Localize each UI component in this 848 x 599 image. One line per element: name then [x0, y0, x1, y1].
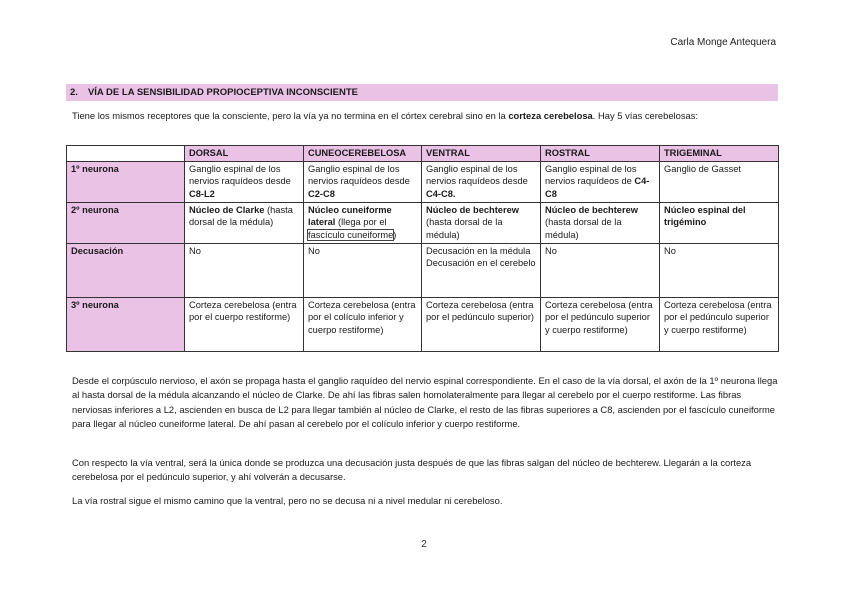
- cell-segunda-trigeminal: [660, 202, 779, 243]
- row-header-tercera-neurona: 3º neurona: [67, 297, 185, 351]
- cell-tercera-dorsal: Corteza cerebelosa (entra por el cuerpo restiforme): [185, 297, 304, 351]
- boxed-text: fascículo cuneiforme: [308, 229, 394, 240]
- cell-segunda-cuneo: [304, 202, 422, 243]
- cell-primera-ventral: [422, 161, 541, 202]
- cell-text: (llega por el: [335, 217, 387, 228]
- section-number: 2.: [70, 87, 78, 98]
- cell-bold: C8-L2: [189, 188, 215, 199]
- cell-primera-rostral: [541, 161, 660, 202]
- cell-decusacion-ventral: [422, 243, 541, 297]
- table-header-row: [67, 146, 779, 162]
- cell-tercera-ventral: Corteza cerebelosa (entra por el pedúnculo superior): [422, 297, 541, 351]
- intro-bold: corteza cerebelosa: [508, 110, 593, 121]
- table-corner-cell: [67, 146, 185, 162]
- intro-text-b: . Hay 5 vías cerebelosas:: [592, 110, 699, 121]
- table-row: [67, 202, 779, 243]
- cell-bold: Núcleo cuneiforme lateral: [308, 204, 392, 228]
- body-paragraph-2: Con respecto la vía ventral, será la única donde se produzca una decusación justa después de que las fibras salgan del núcleo de bechterew. Llegarán a la corteza cerebelosa por el pedúnculo superior, y ahí volverán a decusarse.: [72, 457, 752, 483]
- cell-decusacion-dorsal: No: [185, 243, 304, 297]
- column-header-trigeminal: TRIGEMINAL: [660, 146, 779, 162]
- cell-text: Ganglio de Gasset: [664, 163, 742, 174]
- pathways-table: [66, 145, 779, 352]
- body-paragraph-1: Desde el corpúsculo nervioso, el axón se propaga hasta el ganglio raquídeo del nervio espinal correspondiente. En el caso de la vía dorsal, el axón de la 1º neurona llega al hasta dorsal de la médula alcanzando el núcleo de Clarke. De ahí las fibras salen homolateralmente para llegar al cerebelo por el cuerpo restiforme. Las fibras nerviosas inferiores a L2, ascienden en busca de L2 para llegar también al núcleo de Clarke, el resto de las fibras superiores a C8, ascienden por el fascículo cuneiforme para llegar al núcleo cuneiforme lateral. De ahí pasan al cerebelo por el colículo inferior y cuerpo restiforme.: [72, 375, 778, 429]
- cell-bold: Núcleo espinal del trigémino: [664, 204, 746, 228]
- cell-text: Ganglio espinal de los nervios raquídeos desde: [189, 163, 291, 187]
- cell-segunda-ventral: [422, 202, 541, 243]
- intro-text-a: Tiene los mismos receptores que la consciente, pero la vía ya no termina en el córtex cerebral sino en la: [72, 110, 509, 121]
- cell-tercera-rostral: Corteza cerebelosa (entra por el pedúnculo superior y cuerpo restiforme): [541, 297, 660, 351]
- section-title-text: VÍA DE LA SENSIBILIDAD PROPIOCEPTIVA INCONSCIENTE: [87, 87, 359, 98]
- row-header-primera-neurona: 1º neurona: [67, 161, 185, 202]
- header-author: Carla Monge Antequera: [670, 37, 776, 48]
- cell-bold: C4-C8.: [426, 188, 456, 199]
- column-header-cuneocerebelosa: CUNEOCEREBELOSA: [304, 146, 422, 162]
- cell-bold: C2-C8: [308, 188, 335, 199]
- cell-decusacion-rostral: No: [541, 243, 660, 297]
- cell-tercera-cuneo: Corteza cerebelosa (entra por el colículo inferior y cuerpo restiforme): [304, 297, 422, 351]
- cell-segunda-dorsal: [185, 202, 304, 243]
- cell-text: Ganglio espinal de los nervios raquídeos desde: [426, 163, 528, 187]
- cell-primera-dorsal: [185, 161, 304, 202]
- body-paragraph-3: La vía rostral sigue el mismo camino que la ventral, pero no se decusa ni a nivel medular ni cerebeloso.: [72, 495, 503, 506]
- cell-primera-trigeminal: [660, 161, 779, 202]
- cell-text: Ganglio espinal de los nervios raquídeos desde: [308, 163, 410, 187]
- column-header-ventral: VENTRAL: [422, 146, 541, 162]
- cell-text: Ganglio espinal de los nervios raquídeos de: [545, 163, 637, 187]
- cell-primera-cuneo: [304, 161, 422, 202]
- row-header-decusacion: Decusación: [67, 243, 185, 297]
- cell-line: Decusación en la médula: [426, 245, 531, 256]
- intro-paragraph: [72, 109, 772, 123]
- cell-text: (hasta dorsal de la médula): [426, 217, 503, 240]
- cell-tercera-trigeminal: Corteza cerebelosa (entra por el pedúnculo superior y cuerpo restiforme): [660, 297, 779, 351]
- cell-text: (hasta dorsal de la médula): [189, 204, 293, 228]
- cell-text: (hasta dorsal de la médula): [545, 217, 622, 240]
- cell-bold: Núcleo de bechterew: [426, 204, 519, 215]
- section-heading: [66, 84, 778, 101]
- cell-bold: Núcleo de bechterew: [545, 204, 638, 215]
- column-header-rostral: ROSTRAL: [541, 146, 660, 162]
- cell-decusacion-trigeminal: No: [660, 243, 779, 297]
- page-number: 2: [421, 539, 427, 550]
- table-row: [67, 243, 779, 297]
- column-header-dorsal: DORSAL: [185, 146, 304, 162]
- table-row: [67, 297, 779, 351]
- cell-decusacion-cuneo: No: [304, 243, 422, 297]
- cell-bold: Núcleo de Clarke: [189, 204, 265, 215]
- cell-line: Decusación en el cerebelo: [426, 258, 536, 269]
- row-header-segunda-neurona: 2º neurona: [67, 202, 185, 243]
- cell-bold: C4-C8: [545, 176, 650, 199]
- cell-text: ): [393, 229, 397, 240]
- cell-segunda-rostral: [541, 202, 660, 243]
- table-row: [67, 161, 779, 202]
